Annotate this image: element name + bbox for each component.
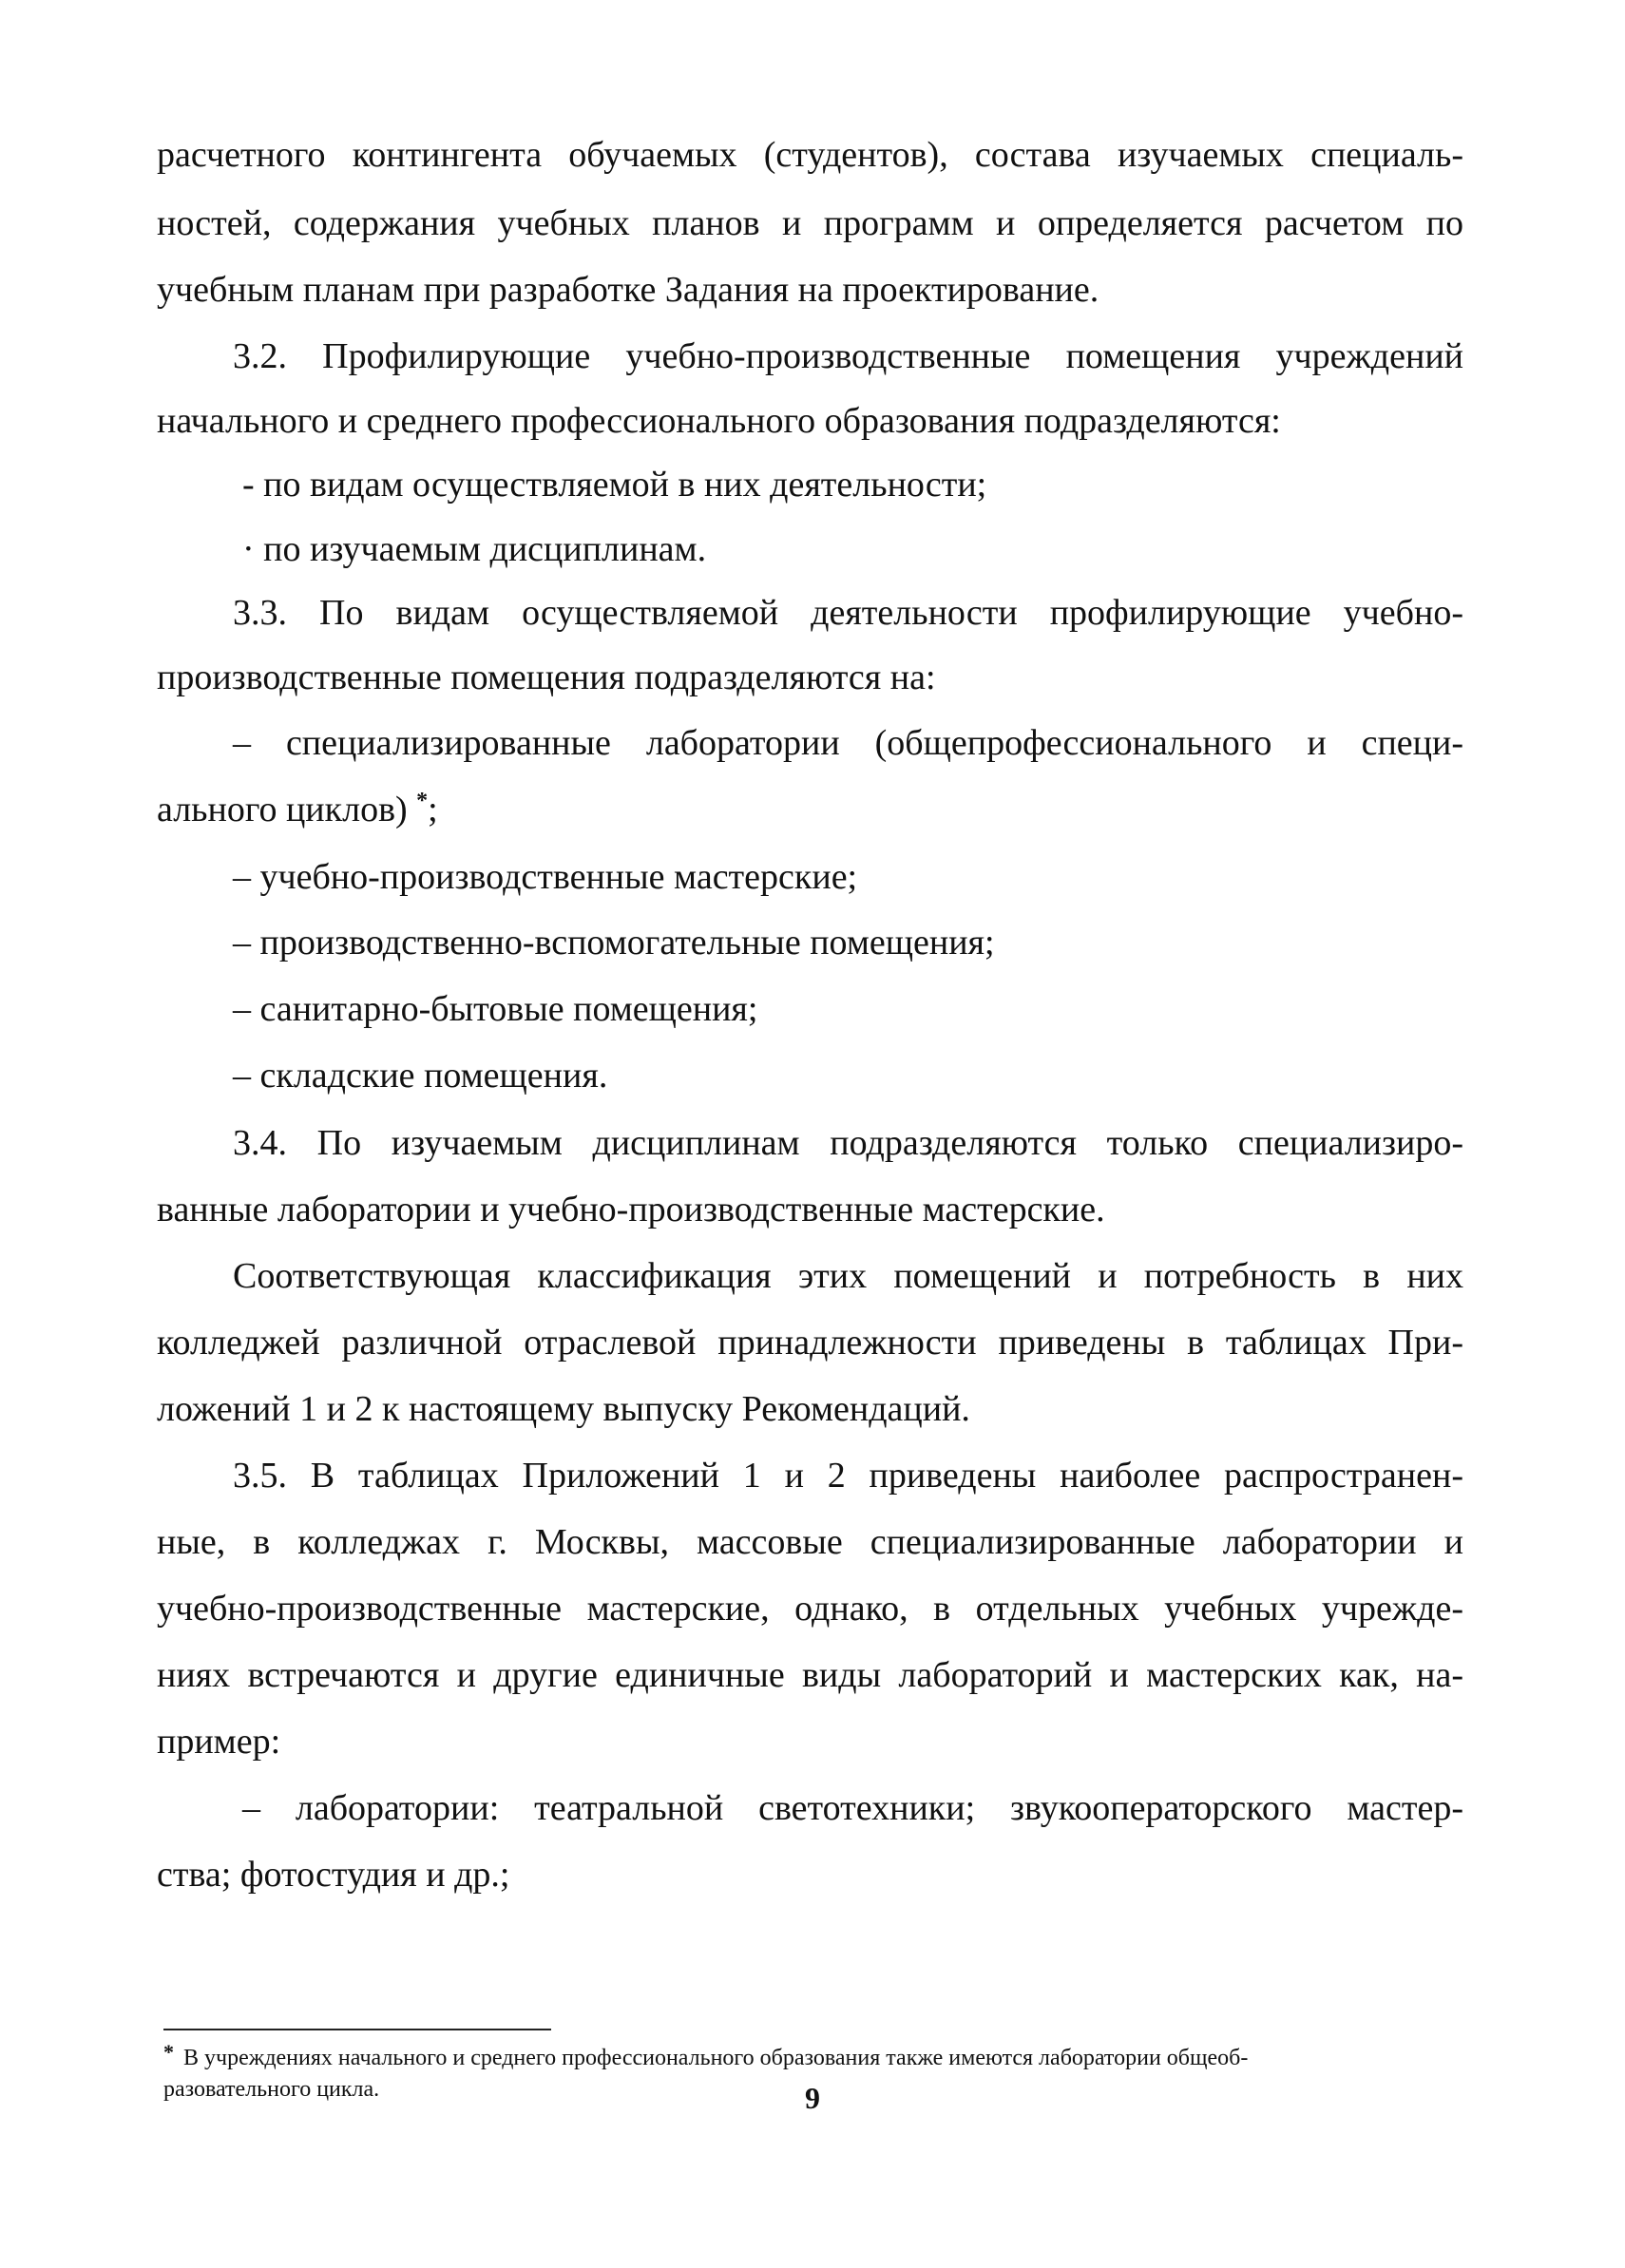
footnote-line: [163, 2040, 1463, 2073]
paragraph-line: ванные лаборатории и учебно-производственные мастерские.: [157, 1190, 1105, 1229]
footnote-text: В учреждениях начального и среднего профессионального образования также имеются лаборатории общеоб-: [183, 2046, 1249, 2070]
paragraph-line: 3.3. По видам осуществляемой деятельности профилирующие учебно-: [233, 593, 1463, 633]
footnote-reference: *: [416, 789, 429, 813]
paragraph-line: колледжей различной отраслевой принадлежности приведены в таблицах При-: [157, 1323, 1463, 1363]
list-item: – лаборатории: театральной светотехники; звукооператорского мастер-: [242, 1788, 1463, 1828]
list-item-punctuation: ;: [428, 790, 438, 829]
page-number: 9: [805, 2081, 820, 2115]
paragraph-line: производственные помещения подразделяются на:: [157, 658, 936, 697]
paragraph-line: ниях встречаются и другие единичные виды лабораторий и мастерских как, на-: [157, 1655, 1463, 1695]
paragraph-line: ные, в колледжах г. Москвы, массовые специализированные лаборатории и: [157, 1522, 1463, 1562]
paragraph-line: начального и среднего профессионального образования подразделяются:: [157, 401, 1281, 441]
paragraph-line: пример:: [157, 1722, 281, 1762]
paragraph-line: ностей, содержания учебных планов и программ и определяется расчетом по: [157, 203, 1463, 243]
paragraph-line: учебно-производственные мастерские, однако, в отдельных учебных учрежде-: [157, 1589, 1463, 1629]
list-item: – складские помещения.: [233, 1056, 608, 1096]
list-item-continuation: ства; фотостудия и др.;: [157, 1855, 510, 1895]
paragraph-line: 3.4. По изучаемым дисциплинам подразделяются только специализиро-: [233, 1123, 1463, 1163]
paragraph-line: расчетного контингента обучаемых (студентов), состава изучаемых специаль-: [157, 135, 1463, 175]
paragraph-line: ложений 1 и 2 к настоящему выпуску Рекомендаций.: [157, 1389, 970, 1429]
list-item: – производственно-вспомогательные помещения;: [233, 923, 995, 962]
list-item-text: ального циклов): [157, 790, 408, 829]
footnote-marker: *: [163, 2040, 174, 2064]
list-item: - по видам осуществляемой в них деятельности;: [242, 465, 987, 505]
list-item-continuation: [157, 786, 1463, 838]
list-item: – санитарно-бытовые помещения;: [233, 989, 758, 1029]
list-item: · по изучаемым дисциплинам.: [242, 529, 707, 569]
paragraph-line: учебным планам при разработке Задания на проектирование.: [157, 270, 1099, 310]
paragraph-line: 3.2. Профилирующие учебно-производственные помещения учреждений: [233, 336, 1463, 376]
paragraph-line: 3.5. В таблицах Приложений 1 и 2 приведены наиболее распространен-: [233, 1456, 1463, 1496]
footnote-divider: [163, 2029, 551, 2030]
list-item: – учебно-производственные мастерские;: [233, 857, 858, 897]
list-item: – специализированные лаборатории (общепрофессионального и специ-: [233, 723, 1463, 763]
footnote-line: разовательного цикла.: [163, 2077, 380, 2102]
paragraph-line: Соответствующая классификация этих помещений и потребность в них: [233, 1256, 1463, 1296]
